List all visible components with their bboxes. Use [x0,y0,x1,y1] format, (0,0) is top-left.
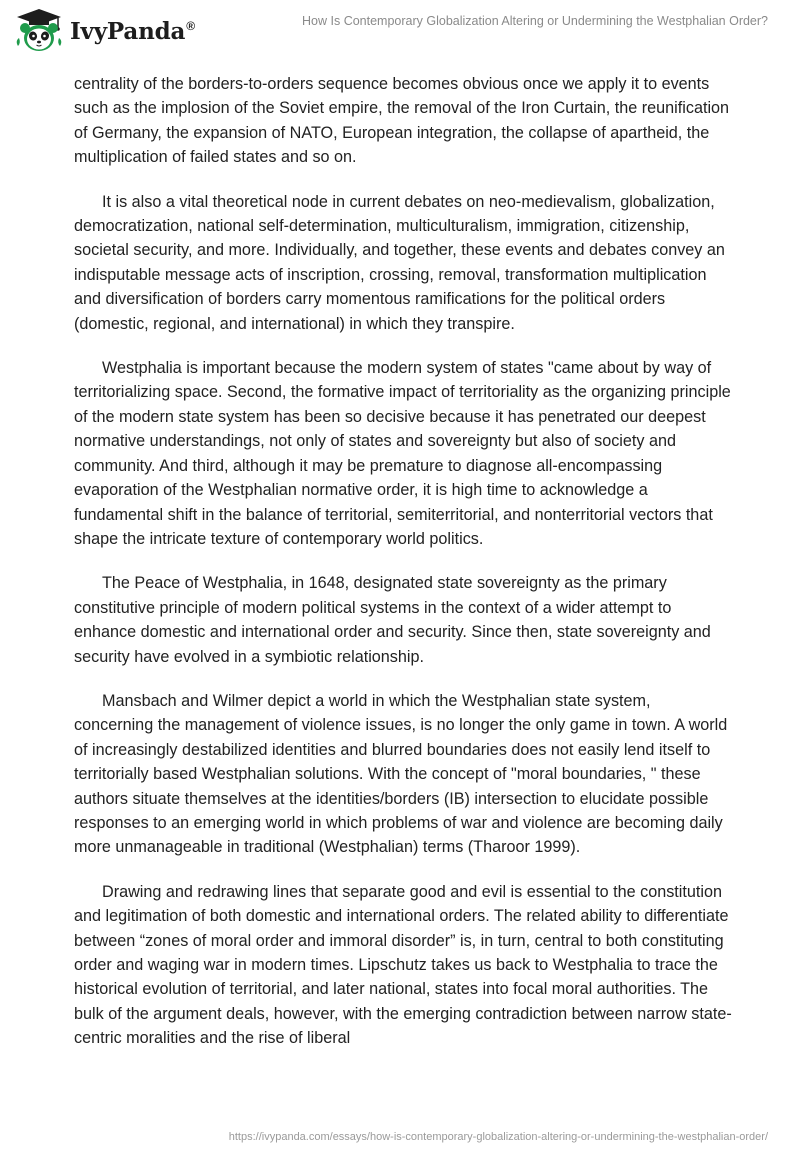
paragraph: Westphalia is important because the modern system of states "came about by way of territorializing space. Second, the formative impact of territoriality as the organizing principle of the modern state system has been so decisive because it has penetrated our deepest normative understandings, not only of states and sovereignty but also of society and community. And third, although it may be premature to diagnose all-encompassing evaporation of the Westphalian normative order, it is high time to acknowledge a fundamental shift in the balance of territorial, semiterritorial, and nonterritorial vectors that shape the intricate texture of contemporary world politics. [74,359,731,548]
panda-graduate-icon [14,8,64,54]
essay-body [74,72,734,1071]
registered-mark: ® [186,18,195,33]
ivypanda-logo[interactable] [14,8,195,54]
paragraph: It is also a vital theoretical node in current debates on neo-medievalism, globalization, democratization, national self-determination, multiculturalism, immigration, citizenship, societal security, and more. Individually, and together, these events and debates convey an indisputable message acts of inscription, crossing, removal, transformation multiplication and diversification of borders carry momentous ramifications for the political orders (domestic, regional, and international) in which they transpire. [74,192,725,333]
brand-name: IvyPanda® [70,17,195,45]
page-header [0,0,800,62]
paragraph: Drawing and redrawing lines that separate good and evil is essential to the constitution and legitimation of both domestic and international orders. The related ability to differentiate between “zones of moral order and immoral disorder” is, in turn, central to both constituting order and waging war in modern times. Lipschutz takes us back to Westphalia to trace the historical evolution of territorial, and later national, states into focal moral authorities. The bulk of the argument deals, however, with the emerging contradiction between narrow state-centric moralities and the rise of liberal [74,882,732,1048]
paragraph: The Peace of Westphalia, in 1648, designated state sovereignty as the primary constitutive principle of modern political systems in the context of a wider attempt to enhance domestic and international order and security. Since then, state sovereignty and security have evolved in a symbiotic relationship. [74,574,711,666]
paragraph: centrality of the borders-to-orders sequence becomes obvious once we apply it to events such as the implosion of the Soviet empire, the removal of the Iron Curtain, the reunification of Germany, the expansion of NATO, European integration, the collapse of apartheid, the multiplication of failed states and so on. [74,75,730,167]
paragraph: Mansbach and Wilmer depict a world in which the Westphalian state system, concerning the management of violence issues, is no longer the only game in town. A world of increasingly destabilized identities and blurred boundaries does not easily lend itself to territorially based Westphalian solutions. With the concept of "moral boundaries, " these authors situate themselves at the identities/borders (IB) intersection to elucidate possible responses to an emerging world in which problems of war and violence are becoming daily more unmanageable in traditional (Westphalian) terms (Tharoor 1999). [74,691,728,857]
source-url[interactable]: https://ivypanda.com/essays/how-is-contemporary-globalization-altering-or-undermining-the-westphalian-order/ [228,1131,768,1143]
document-title: How Is Contemporary Globalization Altering or Undermining the Westphalian Order? [302,14,768,28]
